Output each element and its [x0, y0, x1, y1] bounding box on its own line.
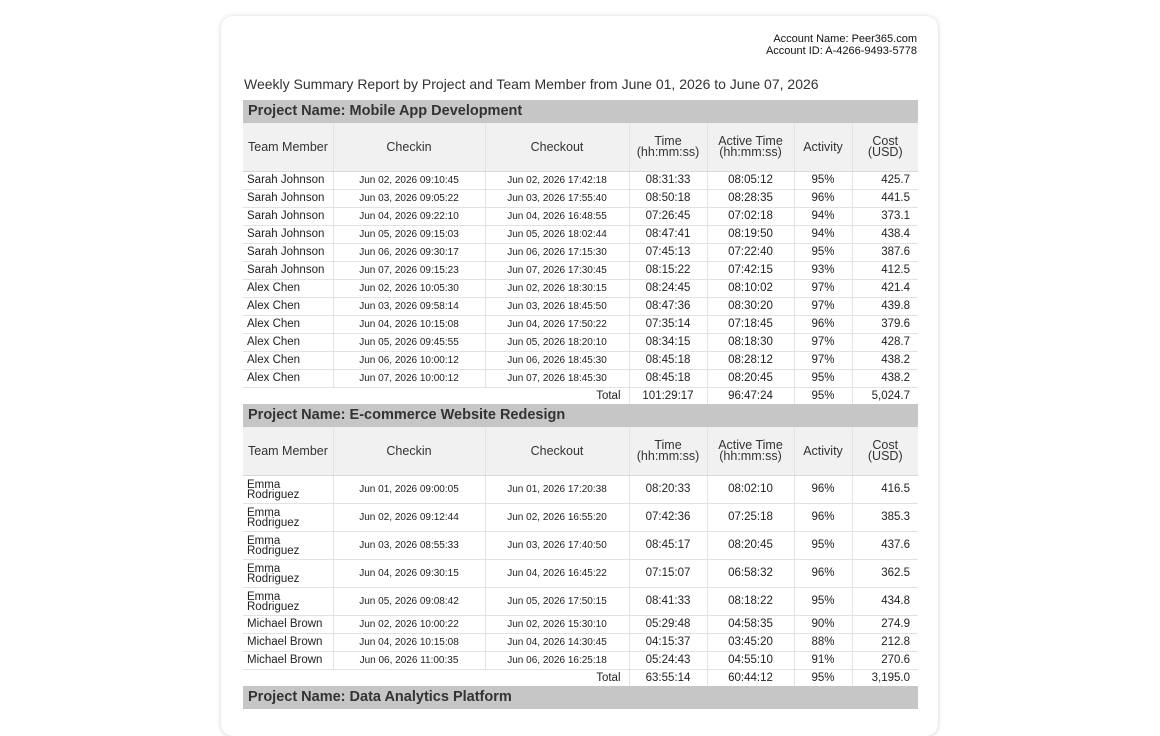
- total-active-time: 60:44:12: [707, 670, 794, 687]
- cell-time: 07:26:45: [629, 208, 707, 226]
- cell-active-time: 08:18:22: [707, 588, 794, 616]
- cell-checkin: Jun 04, 2026 09:22:10: [333, 208, 485, 226]
- table-row: [243, 334, 918, 352]
- cell-time: 08:45:18: [629, 352, 707, 370]
- cell-active-time: 08:10:02: [707, 280, 794, 298]
- cell-checkin: Jun 04, 2026 10:15:08: [333, 634, 485, 652]
- total-spacer: [243, 388, 333, 405]
- col-checkin: Checkin: [333, 427, 485, 476]
- cell-activity: 95%: [794, 588, 852, 616]
- cell-checkout: Jun 03, 2026 17:40:50: [485, 532, 629, 560]
- cell-team-member: Sarah Johnson: [243, 190, 333, 208]
- cell-active-time: 07:25:18: [707, 504, 794, 532]
- cell-checkin: Jun 02, 2026 09:12:44: [333, 504, 485, 532]
- cell-cost: 437.6: [852, 532, 918, 560]
- cell-checkout: Jun 03, 2026 18:45:50: [485, 298, 629, 316]
- cell-time: 07:15:07: [629, 560, 707, 588]
- cell-team-member: Alex Chen: [243, 280, 333, 298]
- total-spacer: [333, 388, 485, 405]
- cell-checkin: Jun 05, 2026 09:15:03: [333, 226, 485, 244]
- cell-team-member: Emma Rodriguez: [243, 504, 333, 532]
- project-section: [243, 404, 918, 686]
- cell-time: 08:24:45: [629, 280, 707, 298]
- cell-checkout: Jun 07, 2026 17:30:45: [485, 262, 629, 280]
- cell-cost: 270.6: [852, 652, 918, 670]
- total-label: Total: [596, 671, 621, 684]
- cell-time: 08:31:33: [629, 172, 707, 190]
- cell-checkin: Jun 06, 2026 11:00:35: [333, 652, 485, 670]
- table-row: [243, 560, 918, 588]
- cell-team-member: Sarah Johnson: [243, 262, 333, 280]
- cell-cost: 385.3: [852, 504, 918, 532]
- cell-checkout: Jun 05, 2026 18:02:44: [485, 226, 629, 244]
- cell-checkout: Jun 05, 2026 17:50:15: [485, 588, 629, 616]
- cell-checkin: Jun 06, 2026 10:00:12: [333, 352, 485, 370]
- cell-time: 07:45:13: [629, 244, 707, 262]
- cell-checkout: Jun 02, 2026 18:30:15: [485, 280, 629, 298]
- project-header: Project Name: Data Analytics Platform: [243, 686, 918, 709]
- total-row: [243, 388, 918, 405]
- col-active-time: Active Time (hh:mm:ss): [707, 427, 794, 476]
- table-row: [243, 208, 918, 226]
- cell-active-time: 07:42:15: [707, 262, 794, 280]
- project-section: [243, 686, 918, 709]
- table-row: [243, 352, 918, 370]
- cell-activity: 95%: [794, 172, 852, 190]
- cell-cost: 387.6: [852, 244, 918, 262]
- cell-team-member: Sarah Johnson: [243, 226, 333, 244]
- cell-team-member: Emma Rodriguez: [243, 476, 333, 504]
- cell-checkin: Jun 02, 2026 10:00:22: [333, 616, 485, 634]
- cell-active-time: 06:58:32: [707, 560, 794, 588]
- cell-cost: 421.4: [852, 280, 918, 298]
- cell-activity: 96%: [794, 476, 852, 504]
- cell-checkin: Jun 05, 2026 09:08:42: [333, 588, 485, 616]
- cell-time: 07:42:36: [629, 504, 707, 532]
- cell-activity: 95%: [794, 532, 852, 560]
- cell-checkout: Jun 03, 2026 17:55:40: [485, 190, 629, 208]
- col-activity: Activity: [794, 123, 852, 172]
- table-row: [243, 476, 918, 504]
- cell-time: 05:29:48: [629, 616, 707, 634]
- report-content: [243, 100, 918, 709]
- cell-checkin: Jun 01, 2026 09:00:05: [333, 476, 485, 504]
- cell-time: 08:20:33: [629, 476, 707, 504]
- total-spacer: [243, 670, 333, 687]
- cell-activity: 97%: [794, 280, 852, 298]
- cell-team-member: Sarah Johnson: [243, 208, 333, 226]
- cell-active-time: 08:28:12: [707, 352, 794, 370]
- col-team-member: Team Member: [243, 123, 333, 172]
- total-activity: 95%: [794, 670, 852, 687]
- cell-active-time: 08:30:20: [707, 298, 794, 316]
- cell-checkin: Jun 07, 2026 10:00:12: [333, 370, 485, 388]
- cell-active-time: 07:02:18: [707, 208, 794, 226]
- cell-active-time: 03:45:20: [707, 634, 794, 652]
- table-row: [243, 226, 918, 244]
- cell-time: 08:50:18: [629, 190, 707, 208]
- cell-cost: 441.5: [852, 190, 918, 208]
- cell-activity: 96%: [794, 316, 852, 334]
- cell-checkin: Jun 04, 2026 09:30:15: [333, 560, 485, 588]
- account-name: Account Name: Peer365.com: [773, 33, 917, 45]
- cell-active-time: 08:20:45: [707, 370, 794, 388]
- cell-checkin: Jun 04, 2026 10:15:08: [333, 316, 485, 334]
- total-time: 63:55:14: [629, 670, 707, 687]
- table-row: [243, 262, 918, 280]
- table-row: [243, 634, 918, 652]
- cell-active-time: 07:22:40: [707, 244, 794, 262]
- cell-team-member: Alex Chen: [243, 334, 333, 352]
- project-header: Project Name: Mobile App Development: [243, 100, 918, 123]
- cell-activity: 97%: [794, 298, 852, 316]
- cell-time: 08:15:22: [629, 262, 707, 280]
- cell-cost: 428.7: [852, 334, 918, 352]
- cell-active-time: 08:28:35: [707, 190, 794, 208]
- cell-team-member: Emma Rodriguez: [243, 588, 333, 616]
- cell-checkout: Jun 04, 2026 14:30:45: [485, 634, 629, 652]
- cell-team-member: Emma Rodriguez: [243, 560, 333, 588]
- cell-active-time: 04:58:35: [707, 616, 794, 634]
- cell-activity: 97%: [794, 334, 852, 352]
- cell-team-member: Sarah Johnson: [243, 244, 333, 262]
- cell-time: 04:15:37: [629, 634, 707, 652]
- cell-activity: 96%: [794, 190, 852, 208]
- cell-checkin: Jun 03, 2026 08:55:33: [333, 532, 485, 560]
- total-cost: 5,024.7: [852, 388, 918, 405]
- cell-team-member: Emma Rodriguez: [243, 532, 333, 560]
- cell-cost: 379.6: [852, 316, 918, 334]
- project-table: [243, 123, 918, 404]
- table-row: [243, 370, 918, 388]
- cell-activity: 88%: [794, 634, 852, 652]
- table-row: [243, 244, 918, 262]
- total-row: [243, 670, 918, 687]
- table-row: [243, 316, 918, 334]
- total-activity: 95%: [794, 388, 852, 405]
- cell-activity: 95%: [794, 244, 852, 262]
- cell-cost: 274.9: [852, 616, 918, 634]
- table-row: [243, 504, 918, 532]
- total-time: 101:29:17: [629, 388, 707, 405]
- table-row: [243, 172, 918, 190]
- col-team-member: Team Member: [243, 427, 333, 476]
- cell-team-member: Alex Chen: [243, 370, 333, 388]
- cell-checkin: Jun 02, 2026 09:10:45: [333, 172, 485, 190]
- cell-active-time: 08:05:12: [707, 172, 794, 190]
- cell-checkin: Jun 03, 2026 09:05:22: [333, 190, 485, 208]
- col-activity: Activity: [794, 427, 852, 476]
- cell-cost: 425.7: [852, 172, 918, 190]
- cell-activity: 93%: [794, 262, 852, 280]
- cell-checkout: Jun 04, 2026 16:45:22: [485, 560, 629, 588]
- project-table: [243, 427, 918, 686]
- total-cost: 3,195.0: [852, 670, 918, 687]
- col-cost: Cost (USD): [852, 427, 918, 476]
- cell-cost: 416.5: [852, 476, 918, 504]
- cell-checkin: Jun 03, 2026 09:58:14: [333, 298, 485, 316]
- cell-checkout: Jun 02, 2026 17:42:18: [485, 172, 629, 190]
- report-title: Weekly Summary Report by Project and Team Member from June 01, 2026 to June 07, 2026: [244, 76, 819, 92]
- cell-cost: 439.8: [852, 298, 918, 316]
- table-header-row: [243, 123, 918, 172]
- cell-time: 07:35:14: [629, 316, 707, 334]
- total-active-time: 96:47:24: [707, 388, 794, 405]
- table-row: [243, 616, 918, 634]
- col-time: Time (hh:mm:ss): [629, 123, 707, 172]
- col-checkout: Checkout: [485, 123, 629, 172]
- col-checkout: Checkout: [485, 427, 629, 476]
- cell-cost: 438.4: [852, 226, 918, 244]
- report-page: [221, 16, 938, 736]
- cell-team-member: Alex Chen: [243, 352, 333, 370]
- cell-time: 08:45:18: [629, 370, 707, 388]
- cell-cost: 434.8: [852, 588, 918, 616]
- table-row: [243, 190, 918, 208]
- cell-time: 08:34:15: [629, 334, 707, 352]
- account-id: Account ID: A-4266-9493-5778: [765, 45, 917, 57]
- cell-team-member: Michael Brown: [243, 616, 333, 634]
- cell-time: 08:47:41: [629, 226, 707, 244]
- col-checkin: Checkin: [333, 123, 485, 172]
- cell-checkin: Jun 07, 2026 09:15:23: [333, 262, 485, 280]
- cell-checkout: Jun 01, 2026 17:20:38: [485, 476, 629, 504]
- table-row: [243, 298, 918, 316]
- cell-cost: 362.5: [852, 560, 918, 588]
- cell-team-member: Alex Chen: [243, 298, 333, 316]
- table-header-row: [243, 427, 918, 476]
- cell-cost: 438.2: [852, 352, 918, 370]
- cell-cost: 438.2: [852, 370, 918, 388]
- cell-time: 08:47:36: [629, 298, 707, 316]
- cell-checkin: Jun 02, 2026 10:05:30: [333, 280, 485, 298]
- cell-cost: 412.5: [852, 262, 918, 280]
- cell-cost: 212.8: [852, 634, 918, 652]
- cell-checkout: Jun 06, 2026 16:25:18: [485, 652, 629, 670]
- cell-checkin: Jun 06, 2026 09:30:17: [333, 244, 485, 262]
- cell-activity: 91%: [794, 652, 852, 670]
- cell-activity: 96%: [794, 560, 852, 588]
- cell-checkout: Jun 05, 2026 18:20:10: [485, 334, 629, 352]
- cell-team-member: Michael Brown: [243, 634, 333, 652]
- cell-activity: 94%: [794, 208, 852, 226]
- cell-time: 08:45:17: [629, 532, 707, 560]
- col-active-time: Active Time (hh:mm:ss): [707, 123, 794, 172]
- cell-checkout: Jun 02, 2026 15:30:10: [485, 616, 629, 634]
- cell-checkout: Jun 04, 2026 17:50:22: [485, 316, 629, 334]
- cell-active-time: 07:18:45: [707, 316, 794, 334]
- cell-active-time: 04:55:10: [707, 652, 794, 670]
- cell-activity: 96%: [794, 504, 852, 532]
- table-row: [243, 652, 918, 670]
- table-row: [243, 532, 918, 560]
- cell-checkout: Jun 04, 2026 16:48:55: [485, 208, 629, 226]
- col-time: Time (hh:mm:ss): [629, 427, 707, 476]
- cell-checkin: Jun 05, 2026 09:45:55: [333, 334, 485, 352]
- cell-cost: 373.1: [852, 208, 918, 226]
- cell-activity: 90%: [794, 616, 852, 634]
- cell-active-time: 08:20:45: [707, 532, 794, 560]
- cell-time: 05:24:43: [629, 652, 707, 670]
- cell-time: 08:41:33: [629, 588, 707, 616]
- account-info: [766, 33, 917, 57]
- cell-team-member: Alex Chen: [243, 316, 333, 334]
- table-row: [243, 280, 918, 298]
- col-cost: Cost (USD): [852, 123, 918, 172]
- table-row: [243, 588, 918, 616]
- cell-active-time: 08:18:30: [707, 334, 794, 352]
- cell-activity: 97%: [794, 352, 852, 370]
- project-header: Project Name: E-commerce Website Redesign: [243, 404, 918, 427]
- cell-checkout: Jun 07, 2026 18:45:30: [485, 370, 629, 388]
- cell-activity: 95%: [794, 370, 852, 388]
- total-label: Total: [596, 389, 621, 402]
- project-section: [243, 100, 918, 404]
- cell-active-time: 08:02:10: [707, 476, 794, 504]
- cell-checkout: Jun 02, 2026 16:55:20: [485, 504, 629, 532]
- cell-checkout: Jun 06, 2026 18:45:30: [485, 352, 629, 370]
- cell-active-time: 08:19:50: [707, 226, 794, 244]
- cell-team-member: Sarah Johnson: [243, 172, 333, 190]
- cell-activity: 94%: [794, 226, 852, 244]
- cell-team-member: Michael Brown: [243, 652, 333, 670]
- cell-checkout: Jun 06, 2026 17:15:30: [485, 244, 629, 262]
- total-spacer: [333, 670, 485, 687]
